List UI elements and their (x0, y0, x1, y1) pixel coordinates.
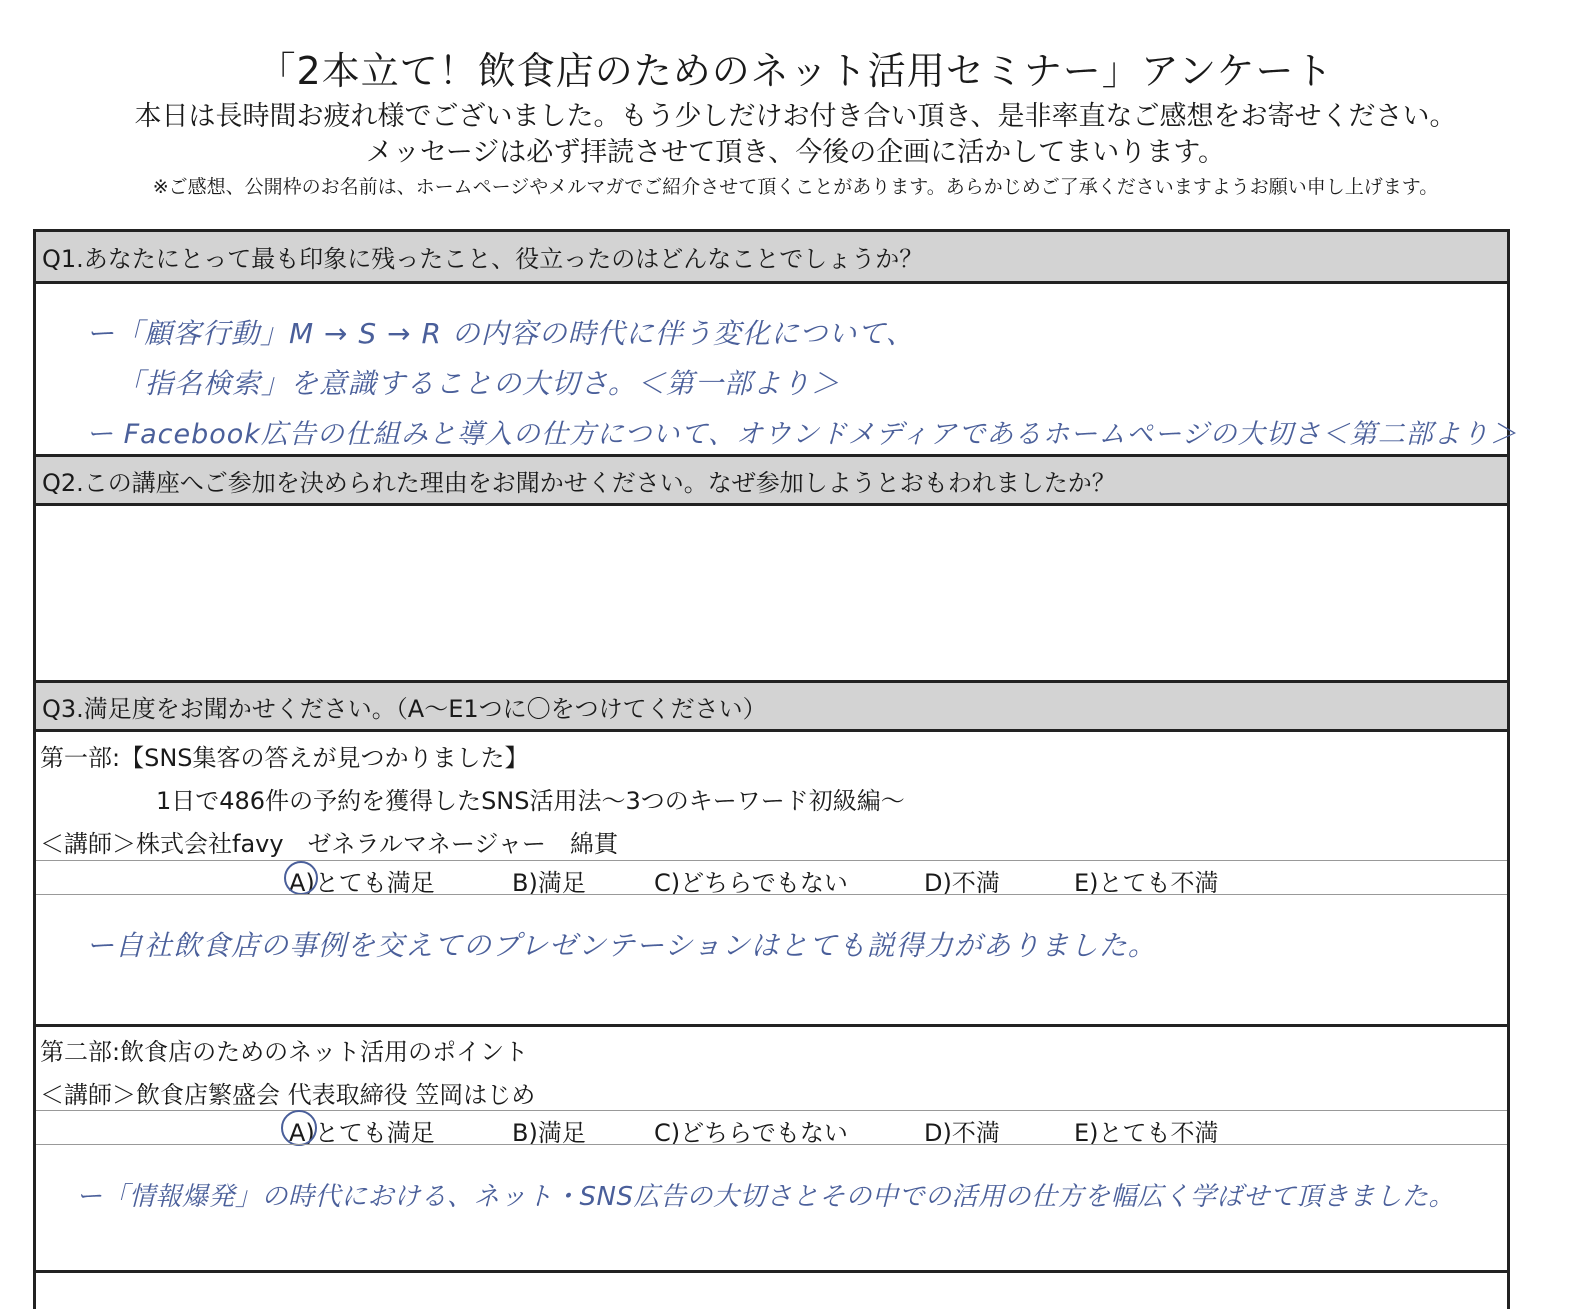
part2-option-c[interactable]: C)どちらでもない (654, 1119, 848, 1147)
part1-options-divider-top (36, 860, 1507, 861)
q1-question (36, 232, 1507, 284)
part2-option-b[interactable]: B)満足 (512, 1119, 586, 1147)
part1-comment: ー自社飲食店の事例を交えてのプレゼンテーションはとても説得力がありました。 (86, 929, 1157, 962)
part1-selected-circle (284, 861, 318, 895)
part1-options-divider-bottom (36, 894, 1507, 895)
part2-lecturer: ＜講師＞飲食店繁盛会 代表取締役 笠岡はじめ (40, 1081, 536, 1109)
q1-answer-line-1: ー「顧客行動」M → S → R の内容の時代に伴う変化について、 (86, 317, 915, 350)
part1-heading: 第一部:【SNS集客の答えが見つかりました】 (40, 744, 529, 772)
part2-selected-circle (281, 1110, 317, 1146)
q1-question-text: Q1.あなたにとって最も印象に残ったこと、役立ったのはどんなことでしょうか？ (42, 245, 924, 273)
part1-option-a[interactable]: A)とても満足 (289, 869, 435, 897)
part1-option-b[interactable]: B)満足 (512, 869, 586, 897)
part1-option-d[interactable]: D)不満 (924, 869, 1000, 897)
bottom-divider (36, 1270, 1507, 1273)
q3-question (36, 680, 1507, 732)
survey-form (33, 229, 1518, 1309)
part1-option-c[interactable]: C)どちらでもない (654, 869, 848, 897)
part-divider (36, 1024, 1507, 1027)
part2-comment-area[interactable] (36, 1146, 1507, 1272)
q2-question-text: Q2.この講座へご参加を決められた理由をお聞かせください。なぜ参加しようとおもわれましたか？ (42, 468, 1116, 497)
part2-option-d[interactable]: D)不満 (924, 1119, 1000, 1147)
intro-line-2: メッセージは必ず拝読させて頂き、今後の企画に活かしてまいります。 (365, 137, 1226, 168)
q1-answer-line-3: ー Facebook広告の仕組みと導入の仕方について、オウンドメディアであるホームページの大切さ＜第二部より＞ (86, 419, 1518, 450)
q2-answer-area[interactable] (36, 506, 1507, 684)
part1-lecturer: ＜講師＞株式会社favy ゼネラルマネージャー 綿貫 (40, 830, 618, 858)
intro-line-1: 本日は長時間お疲れ様でございました。もう少しだけお付き合い頂き、是非率直なご感想をお寄せください。 (134, 101, 1457, 132)
part2-comment: ー「情報爆発」の時代における、ネット・SNS広告の大切さとその中での活用の仕方を幅広く学ばせて頂きました。 (76, 1182, 1455, 1212)
part1-subtitle: 1日で486件の予約を獲得したSNS活用法〜3つのキーワード初級編〜 (156, 787, 905, 815)
part2-option-e[interactable]: E)とても不満 (1074, 1119, 1219, 1147)
publication-note: ※ご感想、公開枠のお名前は、ホームページやメルマガでご紹介させて頂くことがあります。あらかじめご了承くださいますようお願い申し上げます。 (152, 176, 1439, 198)
part2-options-divider-bottom (36, 1144, 1507, 1145)
q2-question (36, 454, 1507, 506)
part1-option-e[interactable]: E)とても不満 (1074, 869, 1219, 897)
q1-answer-area[interactable] (36, 284, 1518, 454)
part2-option-a[interactable]: A)とても満足 (289, 1119, 435, 1147)
survey-header (0, 0, 1591, 201)
q3-question-text: Q3.満足度をお聞かせください。（A〜E1つに〇をつけてください） (42, 694, 767, 723)
part2-heading: 第二部:飲食店のためのネット活用のポイント (40, 1038, 529, 1066)
part2-options-divider-top (36, 1110, 1507, 1111)
survey-title: 「2本立て！飲食店のためのネット活用セミナー」アンケート (257, 49, 1334, 93)
part1-comment-area[interactable] (36, 896, 1507, 1024)
q1-answer-line-2: 「指名検索」を意識することの大切さ。＜第一部より＞ (116, 367, 840, 400)
